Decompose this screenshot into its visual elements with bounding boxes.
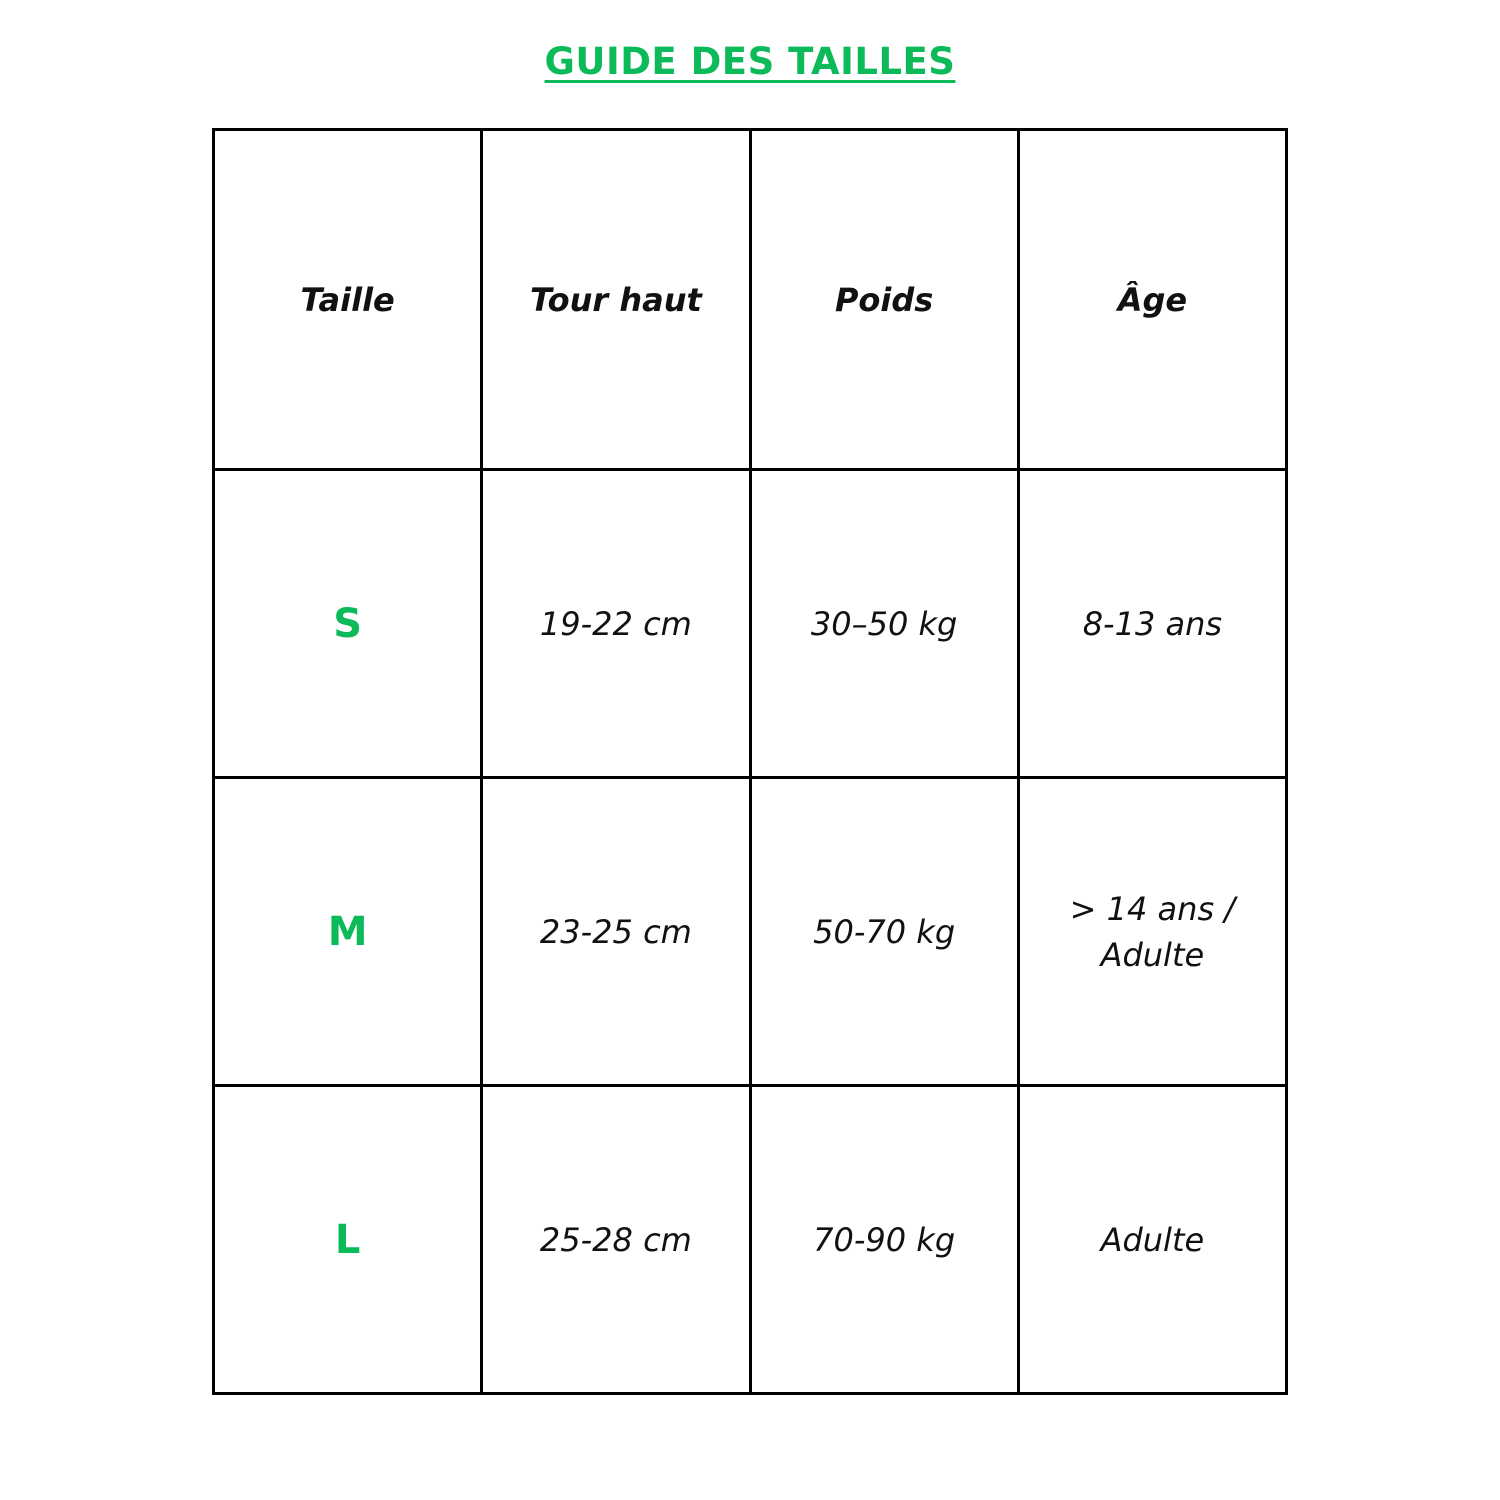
table-header-row <box>214 130 1287 470</box>
table-row <box>214 778 1287 1086</box>
poids-value: 30–50 kg <box>750 470 1018 778</box>
size-label: S <box>214 470 482 778</box>
size-guide-table <box>212 128 1288 1395</box>
size-label: M <box>214 778 482 1086</box>
table-row <box>214 1086 1287 1394</box>
poids-value: 50-70 kg <box>750 778 1018 1086</box>
header-age: Âge <box>1018 130 1286 470</box>
age-value: > 14 ans / Adulte <box>1018 778 1286 1086</box>
age-value: 8-13 ans <box>1018 470 1286 778</box>
poids-value: 70-90 kg <box>750 1086 1018 1394</box>
age-value: Adulte <box>1018 1086 1286 1394</box>
header-poids: Poids <box>750 130 1018 470</box>
tour-haut-value: 19-22 cm <box>482 470 750 778</box>
header-taille: Taille <box>214 130 482 470</box>
tour-haut-value: 25-28 cm <box>482 1086 750 1394</box>
page-title: GUIDE DES TAILLES <box>544 40 956 83</box>
table-row <box>214 470 1287 778</box>
size-label: L <box>214 1086 482 1394</box>
tour-haut-value: 23-25 cm <box>482 778 750 1086</box>
header-tour-haut: Tour haut <box>482 130 750 470</box>
